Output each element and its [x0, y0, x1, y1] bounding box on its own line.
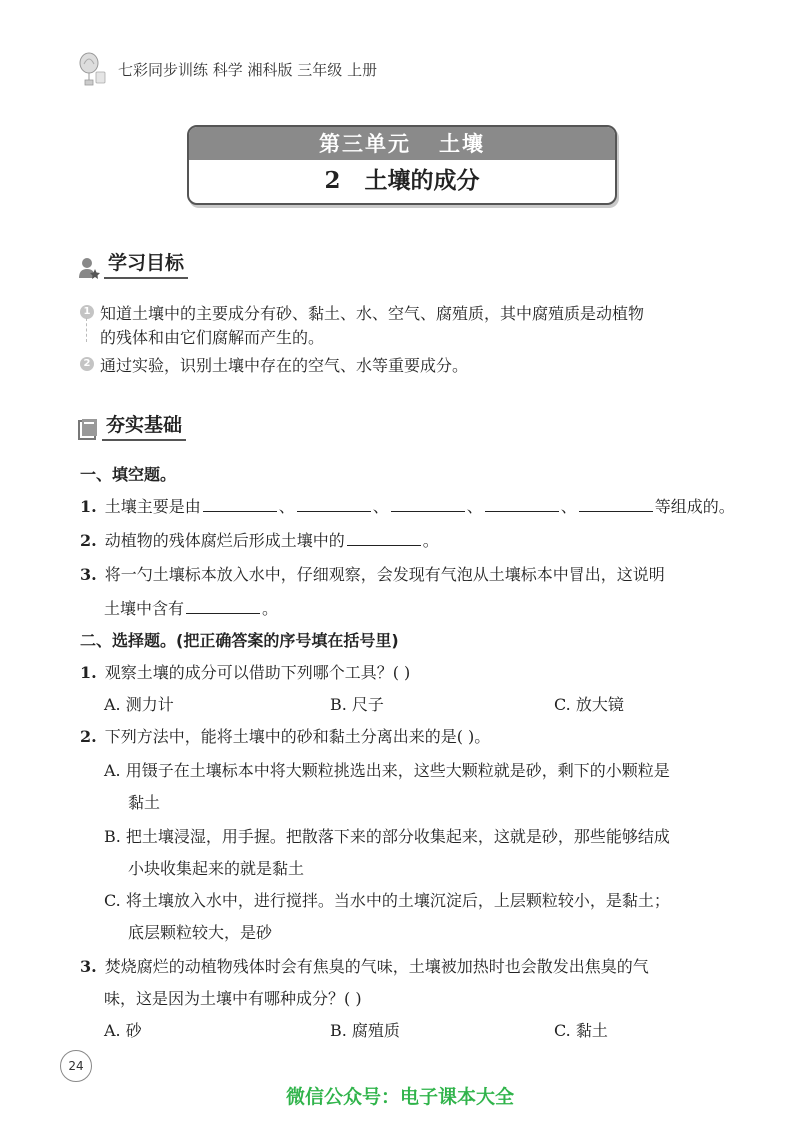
- option-b[interactable]: B. 把土壤浸湿，用手握。把散落下来的部分收集起来，这就是砂，那些能够结成: [104, 827, 670, 846]
- page-number: 24: [60, 1050, 92, 1082]
- answer-blank[interactable]: [203, 497, 277, 512]
- answer-blank[interactable]: [485, 497, 559, 512]
- objective-text: 通过实验，识别土壤中存在的空气、水等重要成分。: [100, 356, 469, 375]
- option-b[interactable]: B. 腐殖质: [330, 1021, 400, 1040]
- option-b[interactable]: B. 尺子: [330, 695, 384, 714]
- basics-heading: [78, 410, 186, 441]
- page-header: [78, 52, 377, 86]
- balloon-icon: [78, 52, 108, 86]
- option-b-continued: 小块收集起来的就是黏土: [128, 859, 305, 878]
- option-c[interactable]: C. 将土壤放入水中，进行搅拌。当水中的土壤沉淀后，上层颗粒较小，是黏土；: [104, 891, 670, 910]
- question-number: 1.: [80, 497, 97, 516]
- answer-blank[interactable]: [297, 497, 371, 512]
- answer-blank[interactable]: [186, 599, 260, 614]
- question-number: 3.: [80, 565, 97, 584]
- fill-question-3-continued: 土壤中含有 。: [104, 599, 279, 618]
- question-number: 2.: [80, 531, 97, 550]
- option-a[interactable]: A. 砂: [104, 1021, 142, 1040]
- fill-question-3: 3. 将一勺土壤标本放入水中，仔细观察，会发现有气泡从土壤标本中冒出，这说明: [80, 565, 665, 584]
- question-number: 3.: [80, 957, 97, 976]
- unit-title: 第三单元 土壤: [189, 127, 615, 160]
- choice-question-3-continued: 味，这是因为土壤中有哪种成分？( ): [104, 989, 362, 1008]
- option-c[interactable]: C. 黏土: [554, 1021, 608, 1040]
- answer-blank[interactable]: [391, 497, 465, 512]
- objective-number: 2: [80, 357, 94, 371]
- fill-section-title: 一、填空题。: [80, 465, 177, 484]
- choice-question-1: 1. 观察土壤的成分可以借助下列哪个工具？( ): [80, 663, 411, 682]
- objectives-title: 学习目标: [104, 248, 188, 279]
- objective-item: [80, 352, 760, 380]
- fill-question-1: 1. 土壤主要是由 、 、 、 、 等组成的。: [80, 497, 735, 516]
- objective-text: 的残体和由它们腐解而产生的。: [100, 328, 325, 347]
- header-text: 七彩同步训练 科学 湘科版 三年级 上册: [118, 60, 378, 79]
- option-c-continued: 底层颗粒较大，是砂: [128, 923, 273, 942]
- option-a[interactable]: A. 用镊子在土壤标本中将大颗粒挑选出来，这些大颗粒就是砂，剩下的小颗粒是: [104, 761, 670, 780]
- choice-section-title: 二、选择题。(把正确答案的序号填在括号里): [80, 631, 399, 650]
- lesson-title: 2 土壤的成分: [324, 167, 480, 194]
- fill-question-2: 2. 动植物的残体腐烂后形成土壤中的 。: [80, 531, 439, 550]
- option-c[interactable]: C. 放大镜: [554, 695, 624, 714]
- footer-watermark: 微信公众号：电子课本大全: [285, 1086, 514, 1108]
- objective-number: 1: [80, 305, 94, 319]
- objective-text: 知道土壤中的主要成分有砂、黏土、水、空气、腐殖质，其中腐殖质是动植物: [100, 304, 645, 323]
- answer-blank[interactable]: [579, 497, 653, 512]
- basics-title: 夯实基础: [102, 410, 186, 441]
- book-icon: [78, 419, 98, 441]
- option-a-continued: 黏土: [128, 793, 161, 812]
- choice-question-3: 3. 焚烧腐烂的动植物残体时会有焦臭的气味，土壤被加热时也会散发出焦臭的气: [80, 957, 649, 976]
- person-star-icon: [78, 257, 100, 279]
- objectives-heading: [78, 248, 188, 279]
- choice-question-2: 2. 下列方法中，能将土壤中的砂和黏土分离出来的是( )。: [80, 727, 491, 746]
- question-number: 2.: [80, 727, 97, 746]
- option-a[interactable]: A. 测力计: [104, 695, 174, 714]
- question-number: 1.: [80, 663, 97, 682]
- answer-blank[interactable]: [347, 531, 421, 546]
- objective-item-continued: [80, 324, 760, 352]
- lesson-title-box: [187, 125, 617, 205]
